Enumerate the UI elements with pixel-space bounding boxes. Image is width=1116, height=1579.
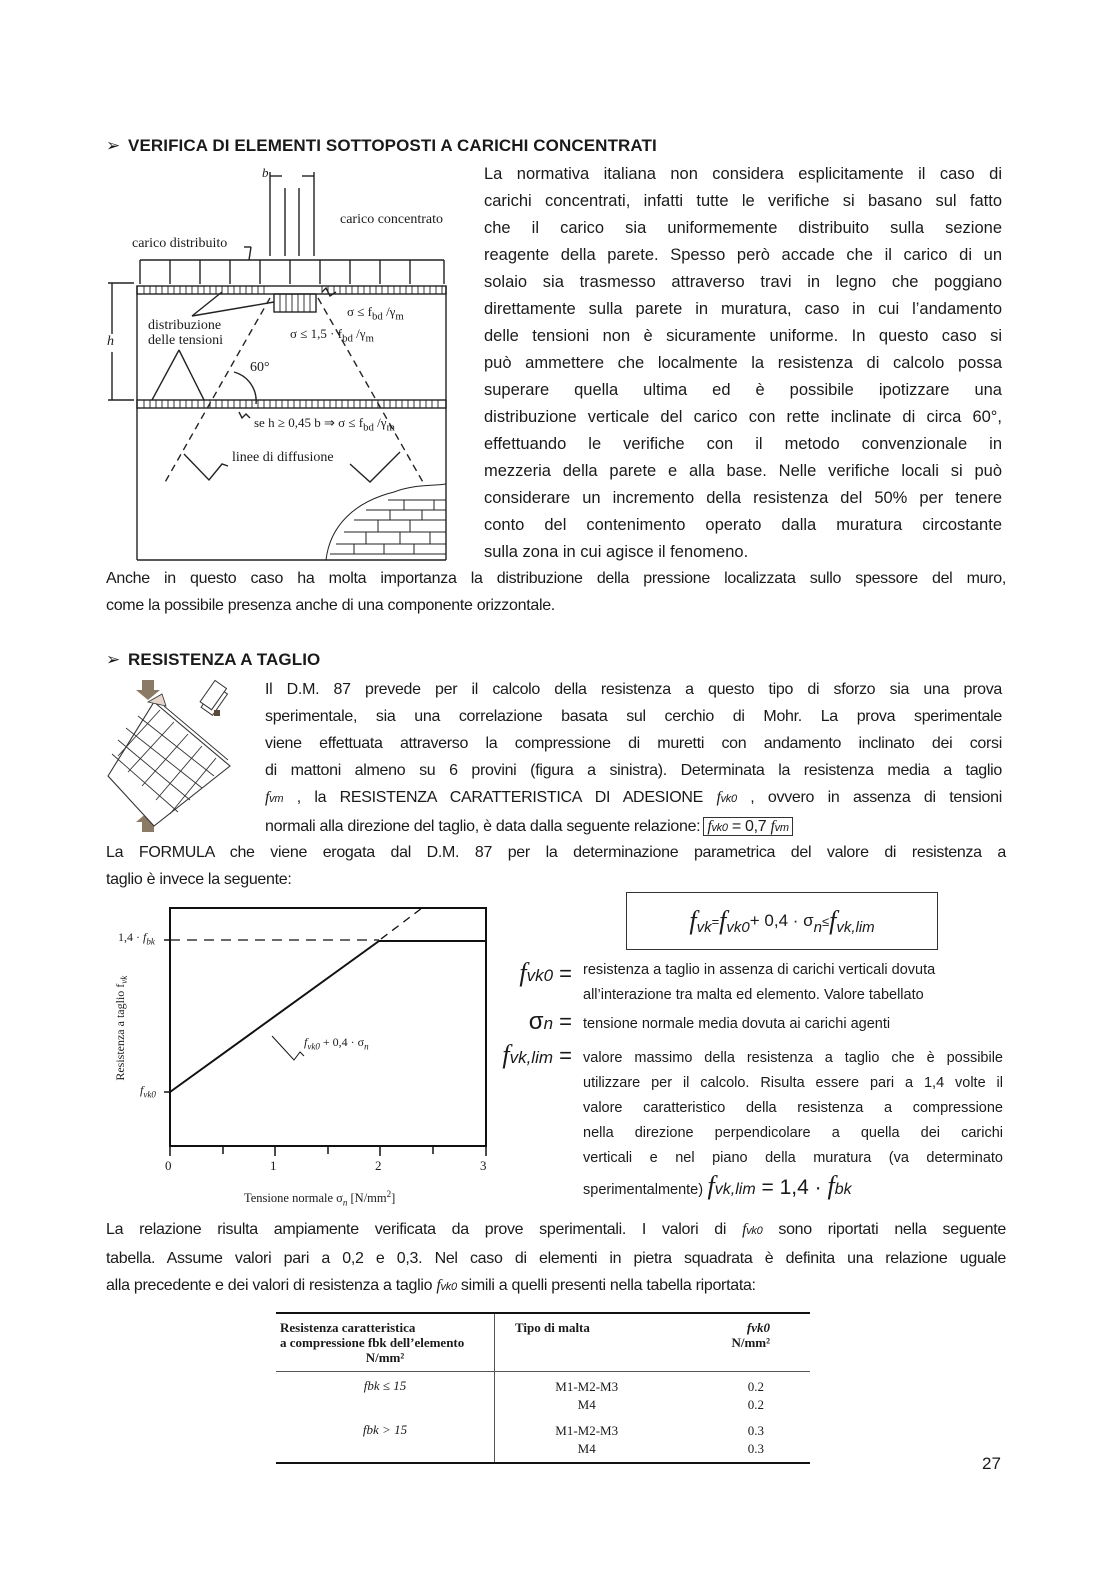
header-line: N/mm² — [731, 1335, 770, 1350]
label-line: distribuzione — [148, 318, 222, 333]
label-sub: m — [386, 421, 395, 434]
cell-malte — [495, 1372, 679, 1417]
para-line: taglio è invece la seguente: — [106, 871, 292, 888]
label-sub: m — [395, 310, 404, 323]
symbol-f: f — [707, 818, 712, 835]
shear-test-figure — [104, 676, 254, 836]
formula-intro — [106, 839, 1006, 893]
text: = — [553, 1043, 572, 1068]
symbol-f: f — [143, 930, 147, 944]
text: sperimentalmente) — [583, 1182, 704, 1198]
label-sub: bd — [363, 421, 374, 434]
para-line: che il carico sia uniformemente distribuito sulla sezione — [484, 219, 1002, 237]
text: sono riportati nella seguente — [762, 1221, 1006, 1238]
label-carico-concentrato — [340, 212, 443, 228]
label-sub: bd — [342, 332, 353, 345]
label-b: b — [262, 165, 269, 180]
para-line — [106, 1272, 1006, 1301]
para-line: reagente della parete. Spesso però accade che il carico di un — [484, 246, 1002, 264]
symbol-sub: vk0 — [726, 918, 750, 936]
definition-fvk-lim — [490, 1040, 1010, 1171]
cell-line: 0.2 — [747, 1379, 764, 1394]
symbol-sub: vk — [696, 918, 712, 936]
def-line: all’interazione tra malta ed elemento. Valore tabellato — [583, 987, 924, 1003]
para-line: direttamente sulla parete in muratura, caso in cui l’andamento — [484, 300, 1002, 318]
para-line — [106, 1245, 1006, 1272]
header-line: N/mm² — [365, 1350, 405, 1365]
text: = 1,4 · — [755, 1176, 828, 1199]
label-sub: m — [365, 332, 374, 345]
symbol-f: f — [719, 906, 727, 935]
symbol-f: f — [770, 818, 775, 835]
text: , la RESISTENZA CARATTERISTICA DI ADESIONE — [283, 789, 717, 806]
cell-values — [678, 1372, 810, 1417]
cell-line: 0.3 — [747, 1441, 764, 1456]
para-line: distribuzione verticale del carico con rette inclinate di circa 60°, — [484, 408, 1002, 426]
para-line — [106, 1216, 1006, 1245]
y-axis-label — [113, 953, 129, 1103]
masonry-diagonal-panel-icon — [104, 676, 254, 836]
text: = — [553, 1009, 572, 1034]
para-line: carichi concentrati, infatti tutte le verifiche si basano sul fatto — [484, 192, 1002, 210]
para-line-relation — [265, 813, 1002, 842]
label-text: /γ — [382, 304, 396, 319]
cell-line: 0.3 — [747, 1423, 764, 1438]
symbol-sub: vk0 — [526, 966, 554, 985]
table-row — [276, 1372, 810, 1417]
para-line: La normativa italiana non considera esplicitamente il caso di — [484, 165, 1002, 183]
text: + 0,4 · σ — [749, 911, 814, 930]
symbol-sub: bk — [146, 936, 155, 947]
label-text: /γ — [373, 415, 387, 430]
para-line: superare quella ultima ed è possibile ipotizzare una — [484, 381, 1002, 399]
cell-values — [678, 1416, 810, 1463]
symbol-sub: n — [543, 1014, 554, 1033]
shear-test-paragraph — [265, 676, 1002, 842]
text: 1,4 · — [118, 930, 143, 944]
label-text: /γ — [352, 326, 366, 341]
label-h: h — [107, 334, 114, 349]
def-symbol — [490, 958, 572, 988]
symbol-sub: vk0 — [143, 1089, 156, 1100]
para-line: solaio sia trasmesso attraverso travi in legno che poggiano — [484, 273, 1002, 291]
arrow-bullet-icon: ➢ — [106, 650, 121, 669]
cell-line: M4 — [577, 1441, 596, 1456]
label-linee-diffusione: linee di diffusione — [232, 450, 334, 465]
symbol-sub: n — [342, 1197, 348, 1208]
header-line: Resistenza caratteristica — [280, 1320, 416, 1335]
symbol-sub: vk — [119, 975, 130, 984]
def-line: valore massimo della resistenza a taglio che è possibile — [583, 1050, 1003, 1066]
x-tick-2: 2 — [375, 1158, 382, 1173]
header-line: fvk0 — [746, 1320, 770, 1335]
shear-strength-plot — [104, 900, 494, 1210]
symbol-sub: vk0 — [711, 822, 728, 834]
label-text: carico concentrato — [340, 212, 443, 227]
text: normali alla direzione del taglio, è data dalla seguente relazione: — [265, 818, 701, 835]
label-text: se h ≥ 0,45 b ⇒ σ ≤ f — [254, 415, 364, 430]
symbol-f: f — [265, 789, 270, 806]
fvk0-relation-box — [703, 817, 792, 836]
text: = 0,7 — [727, 818, 771, 835]
fvk0-table — [276, 1312, 810, 1464]
text: = — [553, 961, 572, 986]
label-sigma-fbd — [347, 304, 404, 323]
cell-condition: fbk > 15 — [276, 1416, 495, 1463]
symbol-sub: vk,lim — [714, 1181, 756, 1198]
symbol-sub: vm — [269, 793, 284, 805]
para-line: mezzeria della parete e alla base. Nelle verifiche locali si può — [484, 462, 1002, 480]
text: + 0,4 · σ — [319, 1035, 365, 1049]
symbol-f: f — [716, 789, 721, 806]
def-line: utilizzare per il calcolo. Risulta essere pari a 1,4 volte il — [583, 1075, 1003, 1091]
para-line: viene effettuata attraverso la compressione di muretti con andamento inclinato dei corsi — [265, 735, 1002, 752]
symbol-f: f — [707, 1171, 715, 1200]
def-line: valore caratteristico della resistenza a compressione — [583, 1100, 1003, 1116]
definition-fvk-lim-formula — [583, 1171, 1010, 1201]
shear-strength-chart — [104, 900, 494, 1210]
def-symbol — [490, 1008, 572, 1036]
para-line-fvm — [265, 784, 1002, 813]
y-tick-1-4-fbk — [118, 930, 155, 946]
symbol-sub: n — [813, 918, 822, 936]
cell-condition: fbk ≤ 15 — [276, 1372, 495, 1417]
text: , ovvero in assenza di tensioni — [736, 789, 1002, 806]
para-line: delle tensioni non è sicuramente uniforme. In questo caso si — [484, 327, 1002, 345]
text: ] — [391, 1191, 396, 1206]
text: = — [711, 913, 720, 929]
x-tick-1: 1 — [270, 1158, 277, 1173]
section-heading-carichi-concentrati — [106, 136, 657, 156]
symbol-sub: vk,lim — [836, 918, 875, 936]
definition-fvk0 — [490, 958, 1010, 1012]
label-line: delle tensioni — [148, 333, 224, 348]
label-se-h — [254, 415, 395, 434]
def-line: nella direzione perpendicolare a quella dei carichi — [583, 1125, 1003, 1141]
para-line: come la possibile presenza anche di una componente orizzontale. — [106, 597, 555, 614]
symbol-sub: n — [364, 1041, 369, 1052]
symbol-sigma: σ — [528, 1008, 544, 1035]
symbol-f: f — [827, 1171, 835, 1200]
heading-text: RESISTENZA A TAGLIO — [128, 650, 321, 669]
x-axis-label — [244, 1189, 395, 1208]
arrow-bullet-icon: ➢ — [106, 136, 121, 155]
para-line: sperimentale, sia una correlazione basata sul cerchio di Mohr. La prova sperimentale — [265, 708, 1002, 725]
page-number: 27 — [982, 1454, 1001, 1473]
def-line: resistenza a taglio in assenza di carichi verticali dovuta — [583, 962, 936, 978]
symbol-f: f — [436, 1277, 441, 1294]
label-sub: bd — [371, 310, 383, 323]
cell-line: 0.2 — [747, 1397, 764, 1412]
superscript: 2 — [386, 1189, 392, 1199]
para-line: conto del contenimento operato dalla muratura circostante — [484, 516, 1002, 534]
concentrated-load-diagram — [104, 166, 474, 564]
para-line: effettuando le verifiche con il metodo convenzionale in — [484, 435, 1002, 453]
text: tabella. Assume valori pari a 0,2 e 0,3. Nel caso di elementi in pietra squadrata è definita una relazione uguale — [106, 1250, 1006, 1267]
header-fvk0 — [678, 1313, 810, 1372]
label-carico-distribuito: carico distribuito — [132, 236, 228, 251]
symbol-sub: vk0 — [720, 793, 737, 805]
heading-text: VERIFICA DI ELEMENTI SOTTOPOSTI A CARICHI CONCENTRATI — [128, 136, 657, 155]
text: simili a quelli presenti nella tabella riportata: — [456, 1277, 756, 1294]
section-heading-resistenza-taglio — [106, 650, 320, 670]
x-tick-3: 3 — [480, 1158, 487, 1173]
x-tick-0: 0 — [165, 1158, 172, 1173]
table-intro-paragraph — [106, 1216, 1006, 1301]
text: ≤ — [821, 913, 830, 929]
def-line: verticali e nel piano della muratura (va determinato — [583, 1150, 1003, 1166]
label-sigma-15 — [290, 326, 374, 345]
main-shear-formula — [626, 892, 938, 950]
def-line: tensione normale media dovuta ai carichi agenti — [583, 1016, 891, 1032]
label-text: σ ≤ 1,5 · f — [290, 326, 343, 341]
label-text: σ ≤ f — [347, 304, 372, 319]
text: La relazione risulta ampiamente verificata da prove sperimentali. I valori di — [106, 1221, 743, 1238]
text: alla precedente e dei valori di resistenza a taglio — [106, 1277, 437, 1294]
table-row — [276, 1416, 810, 1463]
concentrated-load-note — [106, 565, 1006, 619]
symbol-sub: vk0 — [307, 1041, 320, 1052]
header-fbk — [276, 1313, 495, 1372]
symbol-sub: vk,lim — [509, 1048, 554, 1067]
para-line: Il D.M. 87 prevede per il calcolo della resistenza a questo tipo di sforzo sia una prova — [265, 681, 1002, 698]
label-distribuzione-tensioni — [148, 318, 223, 348]
text: [N/mm — [347, 1191, 387, 1206]
symbol-f: f — [519, 958, 527, 987]
text: Resistenza a taglio f — [112, 983, 127, 1081]
symbol-sub: vm — [774, 822, 789, 834]
para-line: di mattoni almeno su 6 provini (figura a sinistra). Determinata la resistenza media a taglio — [265, 762, 1002, 779]
fvk0-values-table — [276, 1312, 810, 1464]
label-angle-60: 60° — [250, 360, 270, 375]
text: Tensione normale σ — [244, 1191, 343, 1206]
concentrated-load-paragraph — [484, 161, 1002, 566]
symbol-f: f — [829, 906, 837, 935]
para-line: Anche in questo caso ha molta importanza la distribuzione della pressione localizzata sullo spessore del muro, — [106, 570, 1006, 587]
table-header-row — [276, 1313, 810, 1372]
symbol-sub: bk — [834, 1181, 852, 1198]
symbol-f: f — [689, 906, 697, 935]
para-line: considerare un incremento della resistenza del 50% per tenere — [484, 489, 1002, 507]
symbol-sub: vk0 — [746, 1225, 763, 1237]
def-text — [583, 958, 1003, 1008]
line-annotation — [304, 1035, 369, 1051]
para-line: La FORMULA che viene erogata dal D.M. 87 per la determinazione parametrica del valore di resistenza a — [106, 844, 1006, 861]
formula-definitions — [490, 958, 1010, 1201]
symbol-f: f — [502, 1040, 510, 1069]
para-line: sulla zona in cui agisce il fenomeno. — [484, 543, 749, 561]
cell-line: M4 — [577, 1397, 596, 1412]
y-tick-fvk0 — [140, 1083, 156, 1099]
symbol-f: f — [140, 1083, 144, 1097]
symbol-sub: vk0 — [440, 1281, 457, 1293]
symbol-f: f — [304, 1035, 308, 1049]
def-text — [583, 1046, 1003, 1171]
cell-line: M1-M2-M3 — [555, 1379, 619, 1394]
header-tipo-malta: Tipo di malta — [515, 1320, 590, 1335]
cell-line: M1-M2-M3 — [555, 1423, 619, 1438]
def-symbol — [490, 1040, 572, 1070]
symbol-f: f — [742, 1221, 747, 1238]
cell-malte — [495, 1416, 679, 1463]
header-line: a compressione fbk dell’elemento — [280, 1335, 465, 1350]
para-line: può ammettere che localmente la resistenza di calcolo possa — [484, 354, 1002, 372]
